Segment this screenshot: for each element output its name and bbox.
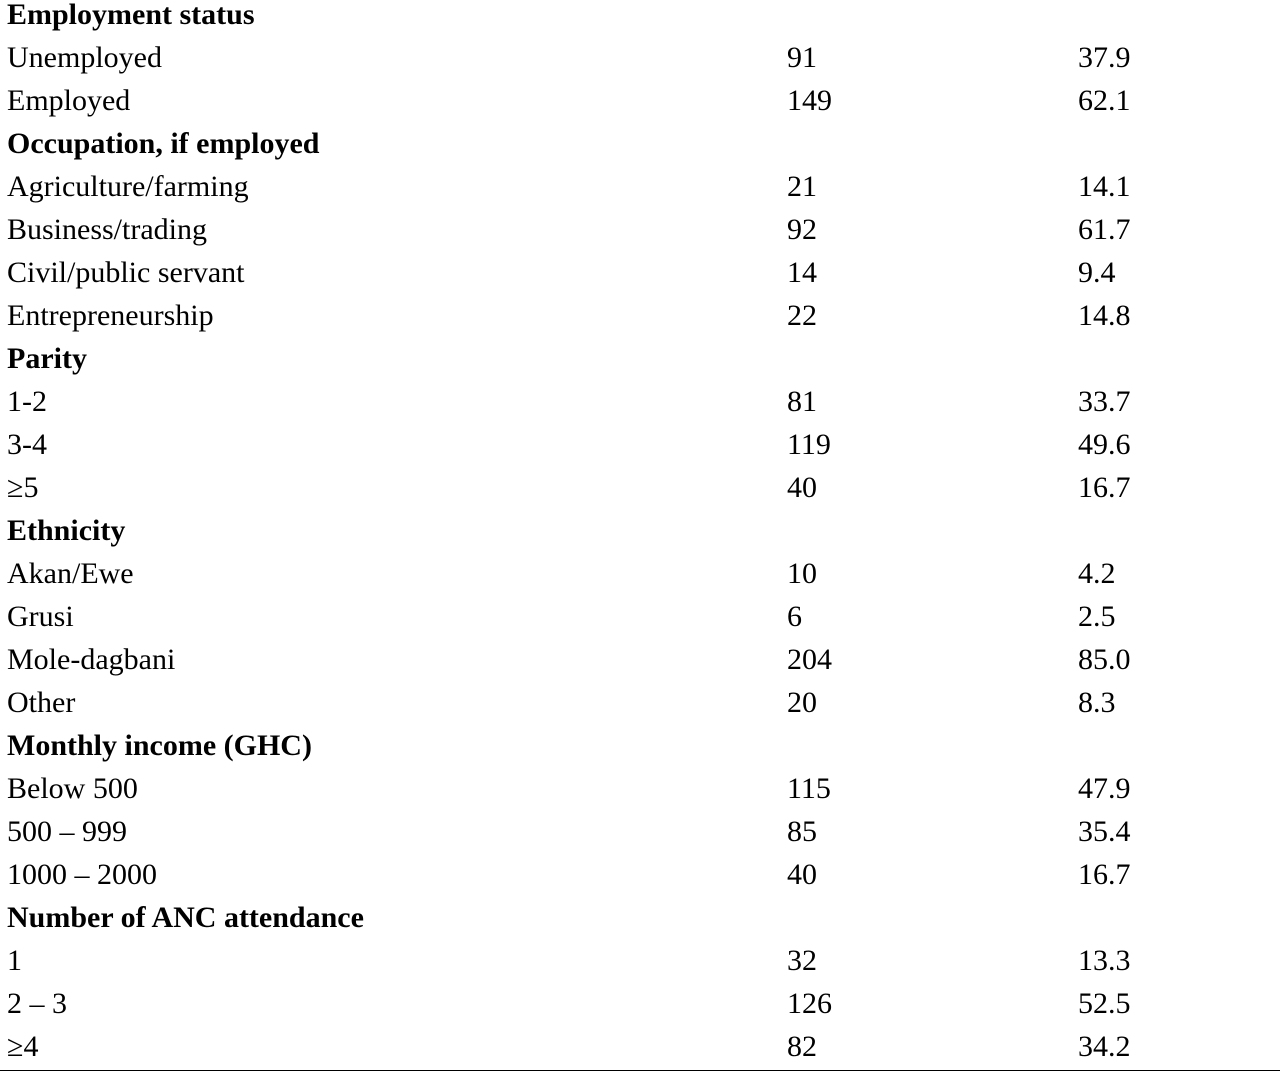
- table-row: [0, 1032, 1280, 1075]
- row-label: 2 – 3: [7, 987, 67, 1020]
- table-row: [0, 989, 1280, 1032]
- count-cell: 119: [787, 428, 831, 461]
- count-cell: 14: [787, 256, 817, 289]
- section-heading: Employment status: [7, 0, 255, 31]
- count-cell: 92: [787, 213, 817, 246]
- table-row: [0, 559, 1280, 602]
- count-cell: 10: [787, 557, 817, 590]
- section-heading: Ethnicity: [7, 514, 126, 547]
- count-cell: 91: [787, 41, 817, 74]
- table-row: [0, 301, 1280, 344]
- row-label: 1-2: [7, 385, 47, 418]
- count-cell: 22: [787, 299, 817, 332]
- count-cell: 20: [787, 686, 817, 719]
- row-label: Entrepreneurship: [7, 299, 214, 332]
- row-label: Employed: [7, 84, 131, 117]
- percent-cell: 35.4: [1078, 815, 1131, 848]
- table-row: [0, 946, 1280, 989]
- count-cell: 204: [787, 643, 832, 676]
- section-heading-row: [0, 129, 1280, 172]
- percent-cell: 14.1: [1078, 170, 1131, 203]
- row-label: Unemployed: [7, 41, 162, 74]
- percent-cell: 8.3: [1078, 686, 1116, 719]
- percent-cell: 62.1: [1078, 84, 1131, 117]
- section-heading: Occupation, if employed: [7, 127, 320, 160]
- row-label: Below 500: [7, 772, 138, 805]
- table-bottom-rule: [0, 1070, 1280, 1071]
- percent-cell: 49.6: [1078, 428, 1131, 461]
- percent-cell: 47.9: [1078, 772, 1131, 805]
- row-label: 1: [7, 944, 22, 977]
- percent-cell: 2.5: [1078, 600, 1116, 633]
- count-cell: 82: [787, 1030, 817, 1063]
- table-row: [0, 387, 1280, 430]
- percent-cell: 16.7: [1078, 471, 1131, 504]
- section-heading: Number of ANC attendance: [7, 901, 364, 934]
- table-row: [0, 817, 1280, 860]
- section-heading-row: [0, 0, 1280, 43]
- row-label: ≥5: [7, 471, 39, 504]
- section-heading-row: [0, 344, 1280, 387]
- row-label: 3-4: [7, 428, 47, 461]
- count-cell: 81: [787, 385, 817, 418]
- row-label: Other: [7, 686, 76, 719]
- count-cell: 32: [787, 944, 817, 977]
- count-cell: 115: [787, 772, 831, 805]
- percent-cell: 13.3: [1078, 944, 1131, 977]
- percent-cell: 14.8: [1078, 299, 1131, 332]
- row-label: Business/trading: [7, 213, 207, 246]
- table-row: [0, 473, 1280, 516]
- table-row: [0, 258, 1280, 301]
- percent-cell: 37.9: [1078, 41, 1131, 74]
- percent-cell: 61.7: [1078, 213, 1131, 246]
- count-cell: 40: [787, 471, 817, 504]
- count-cell: 40: [787, 858, 817, 891]
- table-row: [0, 645, 1280, 688]
- section-heading: Parity: [7, 342, 87, 375]
- count-cell: 149: [787, 84, 832, 117]
- row-label: Akan/Ewe: [7, 557, 134, 590]
- table-row: [0, 43, 1280, 86]
- percent-cell: 34.2: [1078, 1030, 1131, 1063]
- section-heading: Monthly income (GHC): [7, 729, 312, 762]
- percent-cell: 33.7: [1078, 385, 1131, 418]
- table-row: [0, 172, 1280, 215]
- percent-cell: 4.2: [1078, 557, 1116, 590]
- table-row: [0, 215, 1280, 258]
- count-cell: 126: [787, 987, 832, 1020]
- row-label: 500 – 999: [7, 815, 127, 848]
- section-heading-row: [0, 731, 1280, 774]
- row-label: Grusi: [7, 600, 74, 633]
- row-label: ≥4: [7, 1030, 39, 1063]
- section-heading-row: [0, 516, 1280, 559]
- row-label: Civil/public servant: [7, 256, 245, 289]
- count-cell: 21: [787, 170, 817, 203]
- percent-cell: 85.0: [1078, 643, 1131, 676]
- row-label: Agriculture/farming: [7, 170, 249, 203]
- count-cell: 85: [787, 815, 817, 848]
- table-row: [0, 774, 1280, 817]
- table-row: [0, 860, 1280, 903]
- section-heading-row: [0, 903, 1280, 946]
- percent-cell: 9.4: [1078, 256, 1116, 289]
- table-row: [0, 688, 1280, 731]
- table-row: [0, 86, 1280, 129]
- table-row: [0, 602, 1280, 645]
- row-label: 1000 – 2000: [7, 858, 157, 891]
- table-row: [0, 430, 1280, 473]
- percent-cell: 16.7: [1078, 858, 1131, 891]
- count-cell: 6: [787, 600, 802, 633]
- row-label: Mole-dagbani: [7, 643, 176, 676]
- percent-cell: 52.5: [1078, 987, 1131, 1020]
